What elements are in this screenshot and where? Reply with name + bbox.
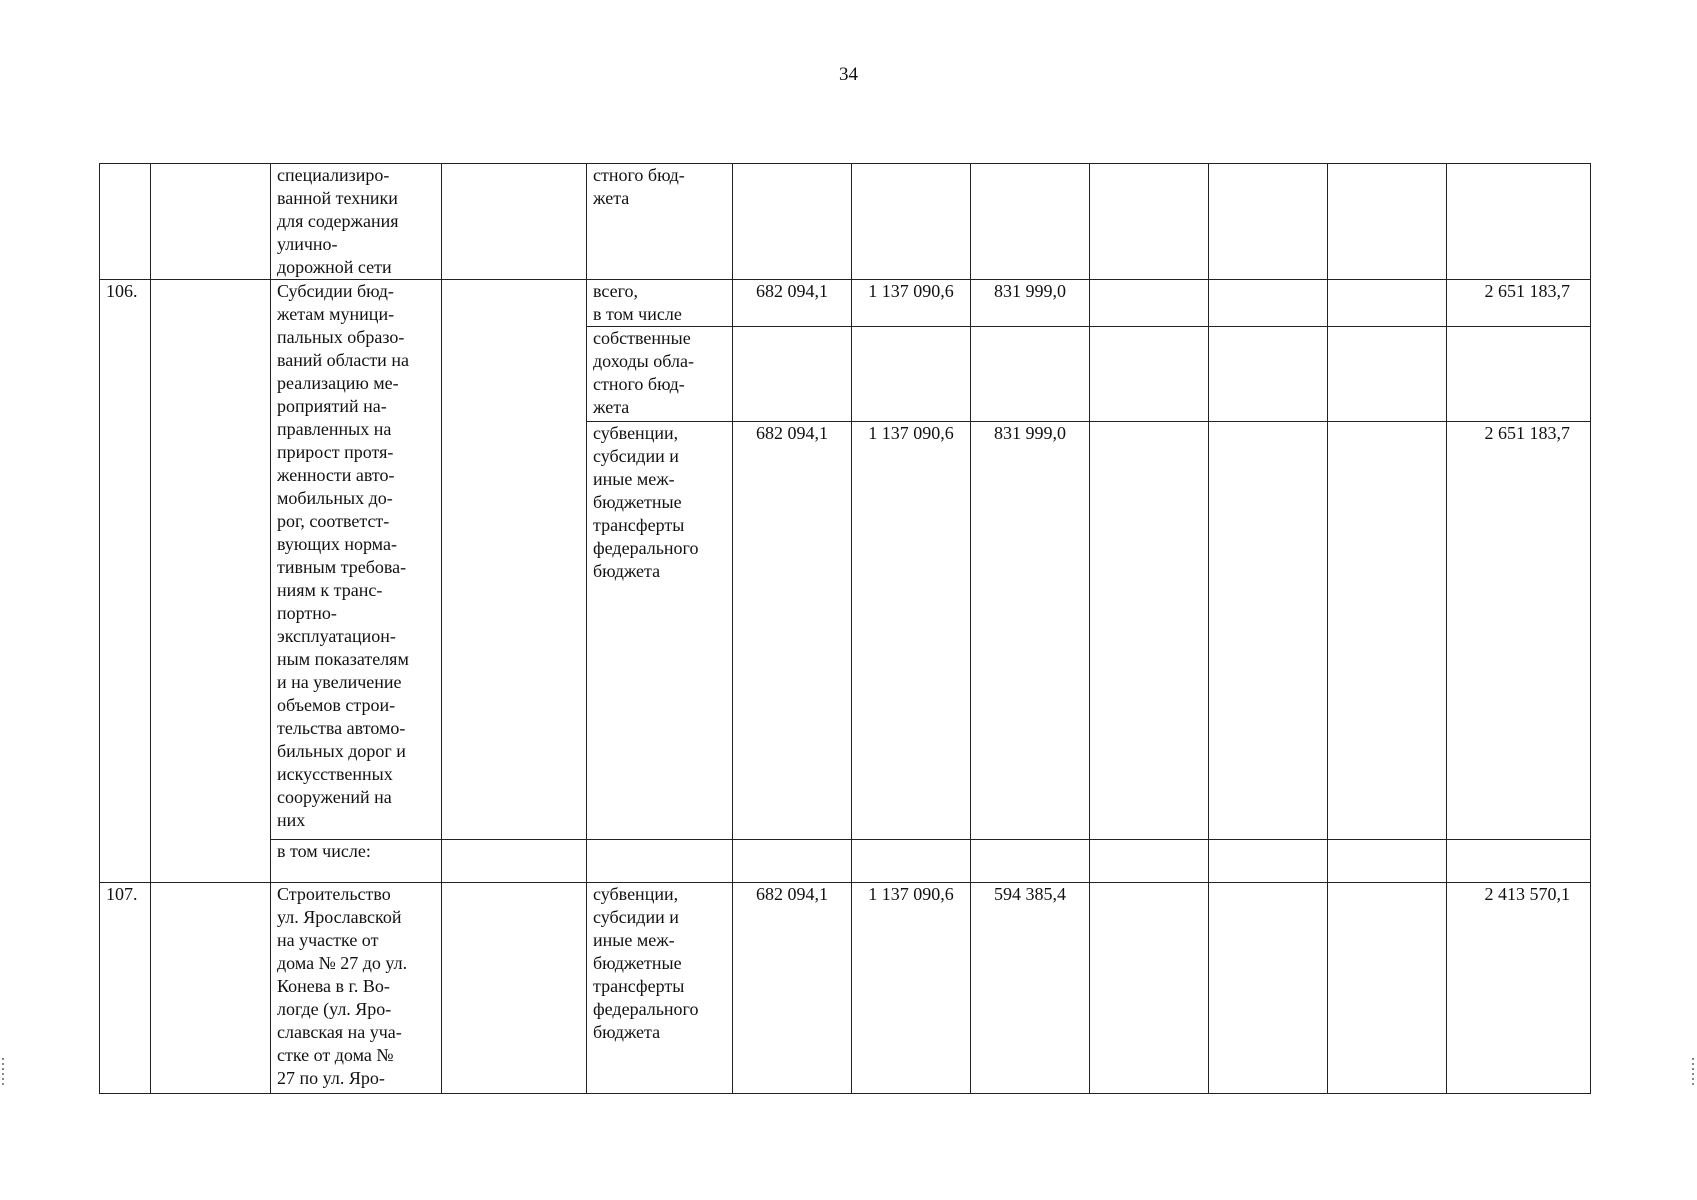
table-row [100,840,1591,883]
value-cell: 1 137 090,6 [852,883,971,1094]
value-cell [971,164,1090,280]
sum-cell [1447,164,1591,280]
value-cell [1328,280,1447,327]
table-row [100,164,1591,280]
empty-cell [151,280,271,883]
value-cell: 682 094,1 [733,883,852,1094]
description-text: специализиро- ванной техники для содержания улично- дорожной сети [277,165,399,277]
value-cell: 682 094,1 [733,280,852,327]
sum-cell: 2 651 183,7 [1447,280,1591,327]
table-row [100,280,1591,327]
value-cell [1209,840,1328,883]
description-text: Субсидии бюд- жетам муници- пальных образо- ваний области на реализацию ме- роприятий на- правленных на прирост протя- женности авто- мобильных до- рог, соответст- вующих норма- тивным требова- ниям к транс- портно- эксплуатацион- ным показателям и на увеличение объемов строи- тельства автомо- бильных дорог и искусственных сооружений на них [277,281,409,830]
value-cell [733,327,852,422]
scan-mark [1692,1058,1694,1086]
source-cell [587,164,733,280]
description-cell [271,164,442,280]
sum-cell [1447,327,1591,422]
description-cell [271,883,442,1094]
value-cell: 831 999,0 [971,280,1090,327]
empty-cell [151,883,271,1094]
index-cell [100,164,151,280]
value-cell: 831 999,0 [971,422,1090,840]
empty-cell [442,840,587,883]
empty-cell [442,883,587,1094]
value-cell: 682 094,1 [733,422,852,840]
value-cell [733,164,852,280]
index-cell: 106. [100,280,151,883]
source-cell [587,883,733,1094]
value-cell: 1 137 090,6 [852,280,971,327]
value-cell: 594 385,4 [971,883,1090,1094]
value-cell [1328,164,1447,280]
scan-mark [2,1058,4,1086]
source-text: всего, в том числе [593,281,682,324]
description-cell: в том числе: [271,840,442,883]
description-cell [271,280,442,840]
value-cell [1090,164,1209,280]
value-cell [1090,883,1209,1094]
value-cell [1328,422,1447,840]
empty-cell [442,164,587,280]
value-cell [971,840,1090,883]
index-cell: 107. [100,883,151,1094]
sum-cell: 2 651 183,7 [1447,422,1591,840]
page-number: 34 [839,64,858,85]
empty-cell [151,164,271,280]
description-text: Строительство ул. Ярославской на участке от дома № 27 до ул. Конева в г. Во- логде (ул. Яро- славская на уча- стке от дома № 27 по ул. Яро- [277,884,408,1088]
value-cell: 1 137 090,6 [852,422,971,840]
value-cell [852,164,971,280]
value-cell [1328,840,1447,883]
sum-cell [1447,840,1591,883]
budget-table [99,163,1591,1094]
value-cell [1209,422,1328,840]
source-cell [587,840,733,883]
empty-cell [442,280,587,840]
value-cell [1209,164,1328,280]
source-text: стного бюд- жета [593,165,685,208]
table-row [100,883,1591,1094]
value-cell [1090,280,1209,327]
value-cell [1209,327,1328,422]
source-cell [587,422,733,840]
value-cell [852,327,971,422]
value-cell [1090,422,1209,840]
source-text: субвенции, субсидии и иные меж- бюджетные трансферты федерального бюджета [593,423,699,581]
value-cell [1090,840,1209,883]
value-cell [1209,280,1328,327]
source-cell [587,327,733,422]
value-cell [971,327,1090,422]
value-cell [1328,327,1447,422]
value-cell [1328,883,1447,1094]
source-text: собственные доходы обла- стного бюд- жета [593,328,694,417]
value-cell [733,840,852,883]
value-cell [1209,883,1328,1094]
value-cell [852,840,971,883]
source-text: субвенции, субсидии и иные меж- бюджетные трансферты федерального бюджета [593,884,699,1042]
sum-cell: 2 413 570,1 [1447,883,1591,1094]
value-cell [1090,327,1209,422]
source-cell [587,280,733,327]
